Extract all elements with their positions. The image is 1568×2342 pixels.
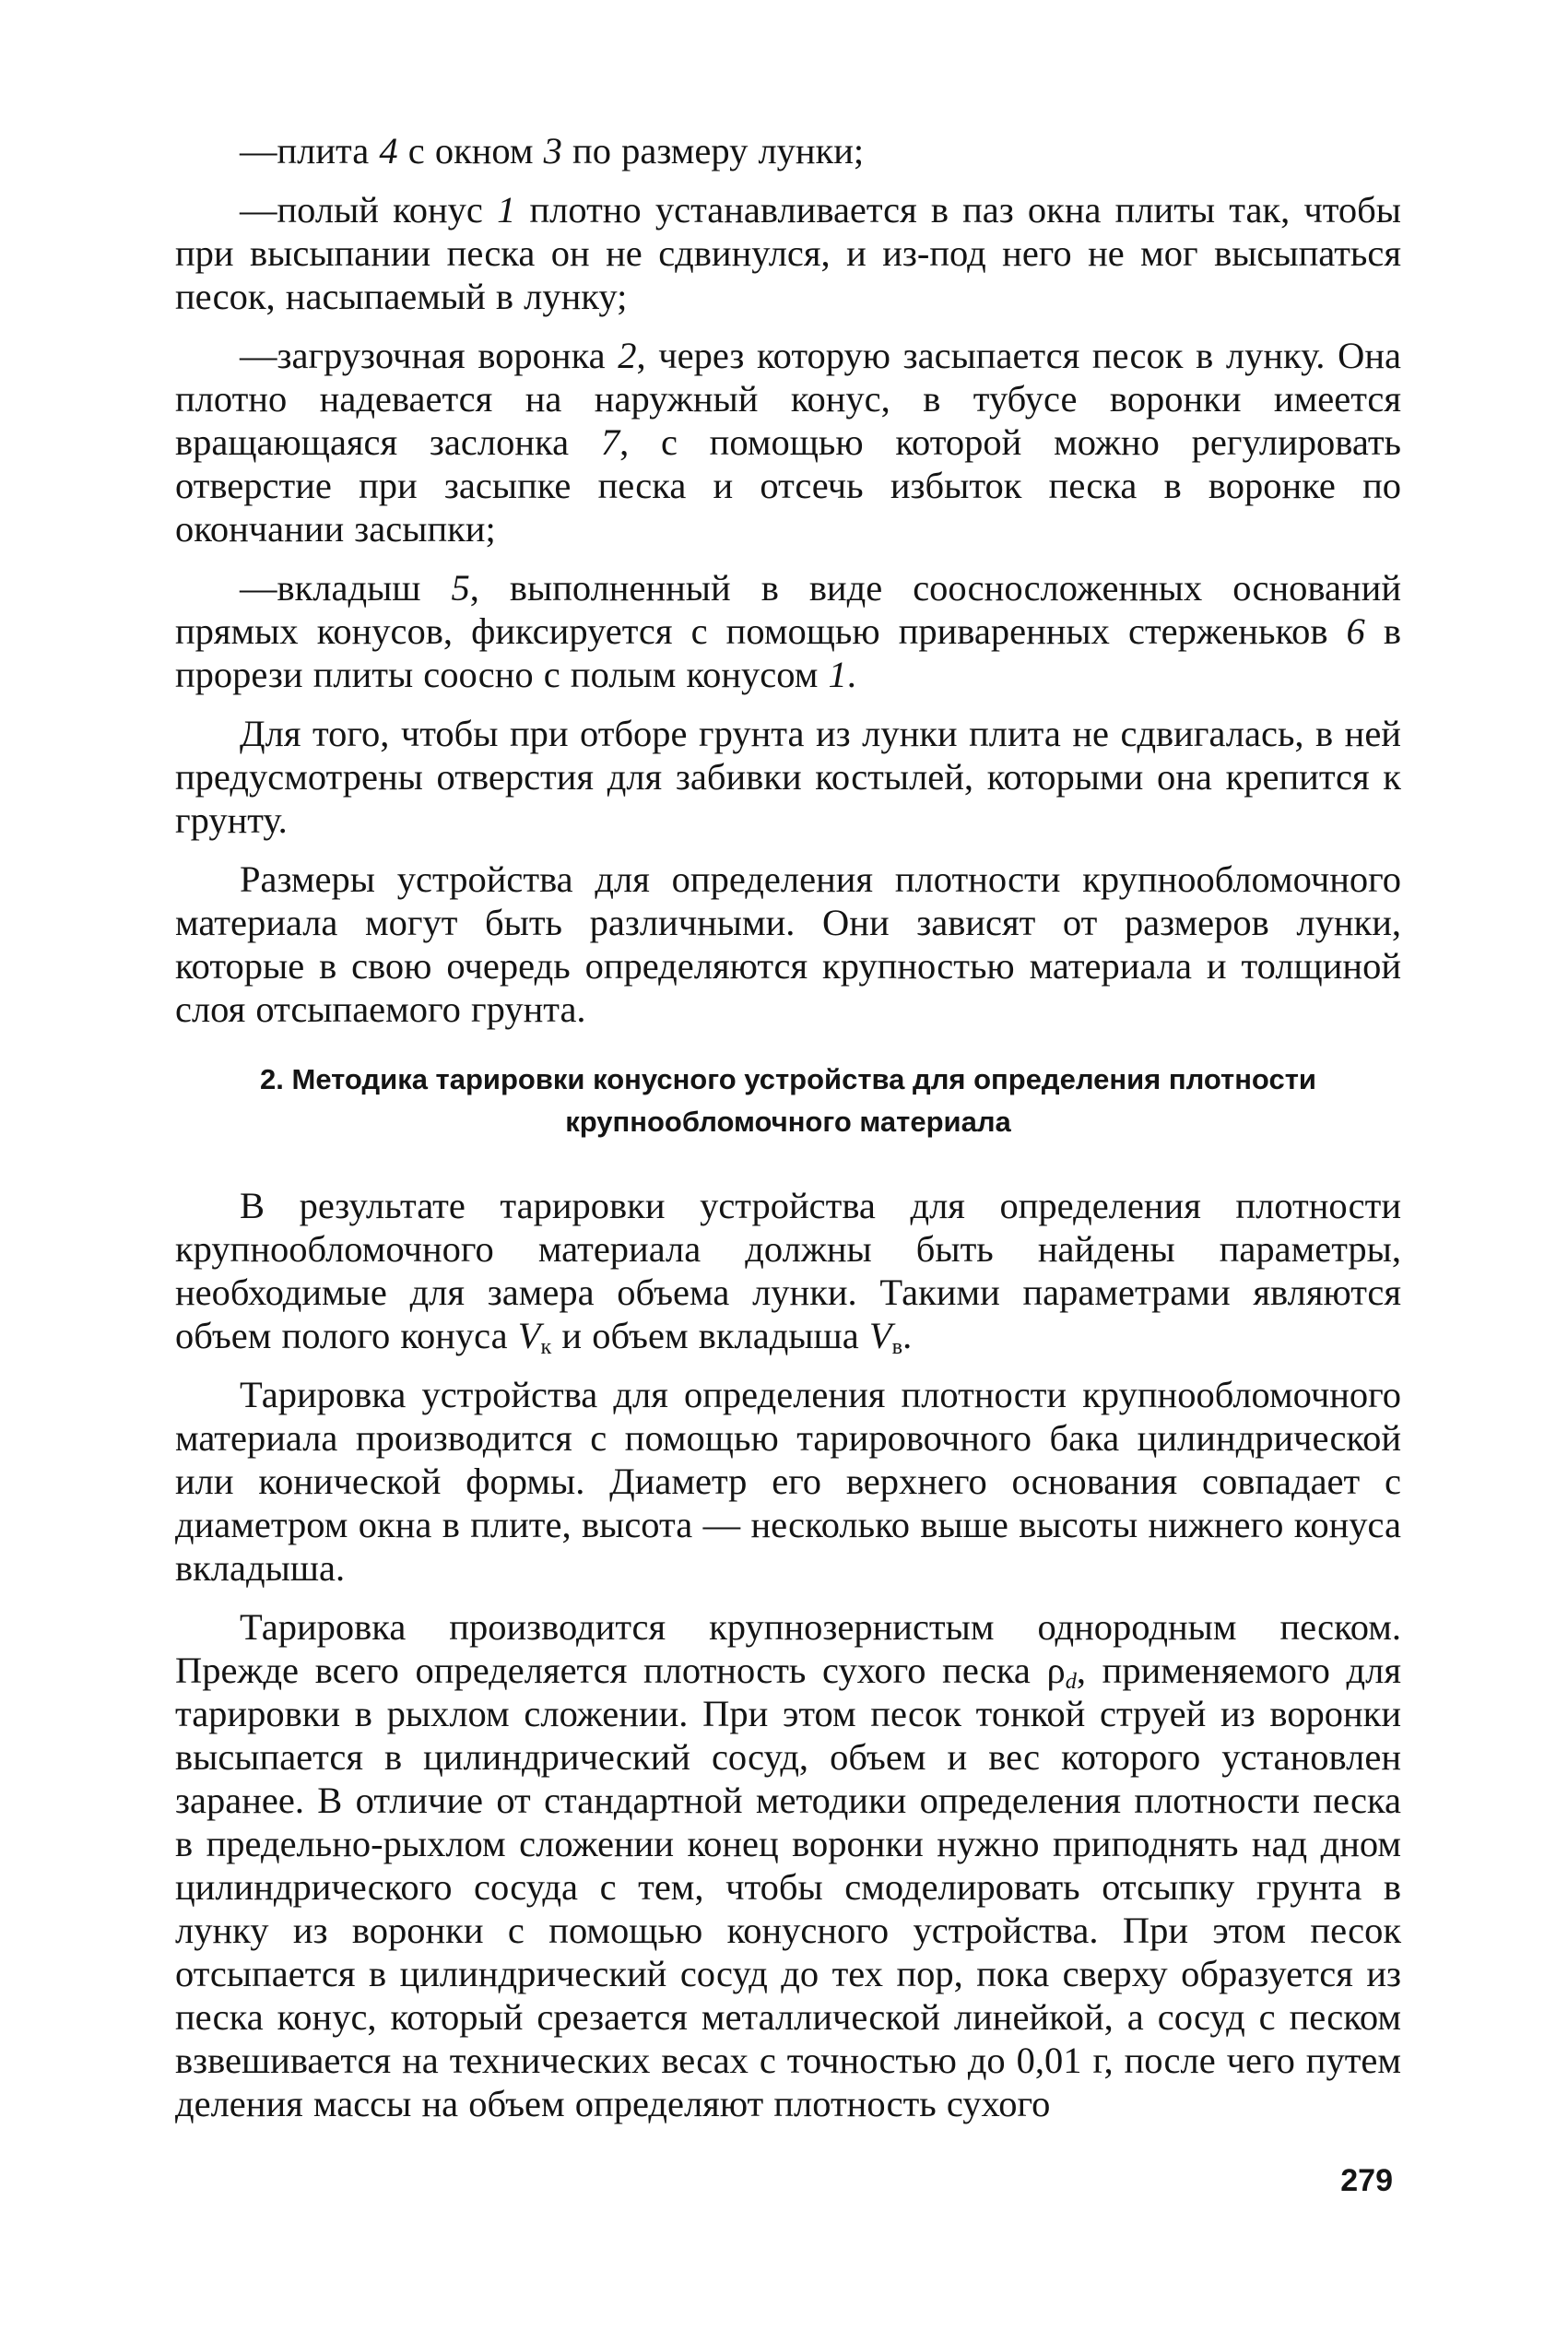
section-heading — [175, 1059, 1401, 1143]
page-number: 279 — [1340, 2163, 1393, 2198]
section-heading-line-2: крупнообломочного материала — [565, 1106, 1011, 1138]
list-item-hollow-cone: —полый конус 1 плотно устанавливается в паз окна плиты так, чтобы при высыпании песка он не сдвинулся, и из-под него не мог высыпаться песок, насыпаемый в лунку; — [175, 189, 1401, 317]
page-body — [175, 129, 1401, 2141]
list-item-insert: —вкладыш 5, выполненный в виде соосносложенных оснований прямых конусов, фиксируется с помощью приваренных стерженьков 6 в прорези плиты соосно с полым конусом 1. — [175, 567, 1401, 695]
list-item-funnel: —загрузочная воронка 2, через которую засыпается песок в лунку. Она плотно надевается на наружный конус, в тубусе воронки имеется вращающаяся заслонка 7, с помощью которой можно регулировать отверстие при засыпке песка и отсечь избыток песка в воронке по окончании засыпки; — [175, 335, 1401, 550]
paragraph-sand-density: Тарировка производится крупнозернистым однородным песком. Прежде всего определяется плотность сухого песка $\rho_d$, применяемого для тарировки в рыхлом сложении. При этом песок тонкой струей из воронки высыпается в цилиндрический сосуд, объем и вес которого установлен заранее. В отличие от стандартной методики определения плотности песка в предельно-рыхлом сложении конец воронки нужно приподнять над дном цилиндрического сосуда с тем, чтобы смоделировать отсыпку грунта в лунку из воронки с помощью конусного устройства. При этом песок отсыпается в цилиндрический сосуд до тех пор, пока сверху образуется из песка конус, который срезается металлической линейкой, а сосуд с песком взвешивается на технических весах с точностью до 0,01 г, после чего путем деления массы на объем определяют плотность сухого — [175, 1606, 1401, 2124]
list-item-plate: —плита 4 с окном 3 по размеру лунки; — [240, 130, 865, 172]
symbol-v-cone: V — [517, 1315, 541, 1356]
paragraph-calibration-result: В результате тарировки устройства для определения плотности крупнообломочного материала должны быть найдены параметры, необходимые для замера объема лунки. Такими параметрами являются объем полого конуса $V_к$ и объем вкладыша $V_в$. — [175, 1185, 1401, 1360]
symbol-rho-d: $\rho_d$ — [1046, 1650, 1077, 1695]
symbol-v-insert: V — [868, 1315, 892, 1356]
paragraph-sizes: Размеры устройства для определения плотности крупнообломочного материала могут быть различными. Они зависят от размеров лунки, которые в свою очередь определяются крупностью материала и толщиной слоя отсыпаемого грунта. — [175, 858, 1401, 1030]
section-heading-line-1: 2. Методика тарировки конусного устройства для определения плотности — [260, 1063, 1316, 1095]
paragraph-fixing: Для того, чтобы при отборе грунта из лунки плита не сдвигалась, в ней предусмотрены отверстия для забивки костылей, которыми она крепится к грунту. — [175, 713, 1401, 841]
paragraph-calibration-tank: Тарировка устройства для определения плотности крупнообломочного материала производится с помощью тарировочного бака цилиндрической или конической формы. Диаметр его верхнего основания совпадает с диаметром окна в плите, высота — несколько выше высоты нижнего конуса вкладыша. — [175, 1374, 1401, 1589]
